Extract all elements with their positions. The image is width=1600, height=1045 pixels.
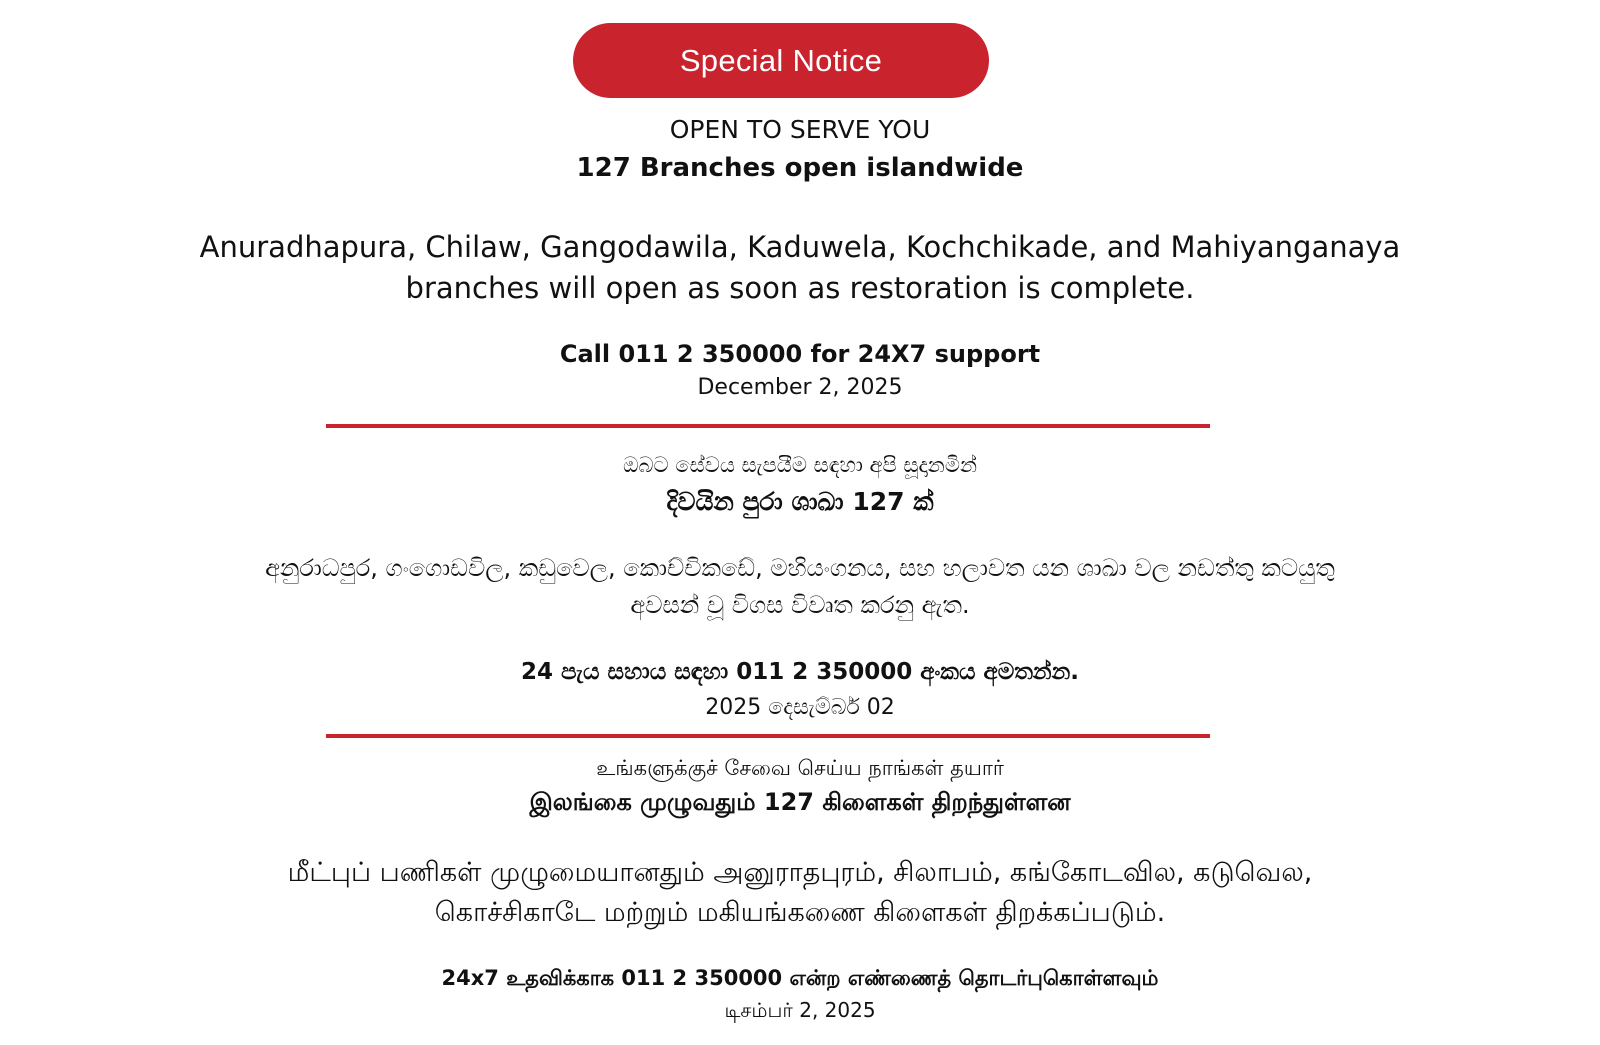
sinhala-support-phone: 24 පැය සහාය සඳහා 011 2 350000 අංකය අමතන්න. (521, 659, 1079, 685)
english-support-phone: Call 011 2 350000 for 24X7 support (559, 340, 1041, 368)
special-notice-badge: Special Notice (573, 23, 989, 98)
tamil-support-phone: 24x7 உதவிக்காக 011 2 350000 என்ற எண்ணைத் தொடர்புகொள்ளவும் (441, 966, 1159, 990)
english-body-line-1: Anuradhapura, Chilaw, Gangodawila, Kaduwela, Kochchikade, and Mahiyanganaya (199, 230, 1401, 264)
section-divider-2 (326, 734, 1210, 738)
english-date: December 2, 2025 (697, 375, 903, 400)
section-divider-1 (326, 424, 1210, 428)
tamil-headline: இலங்கை முழுவதும் 127 கிளைகள் திறந்துள்ளன (529, 788, 1071, 816)
sinhala-body-line-2: අවසන් වූ විගස විවෘත කරනු ඇත. (630, 591, 970, 619)
tamil-body-line-1: மீட்புப் பணிகள் முழுமையானதும் அனுராதபுரம், சிலாபம், கங்கோடவில, கடுவெல, (287, 857, 1313, 888)
tamil-kicker: உங்களுக்குச் சேவை செய்ய நாங்கள் தயார் (596, 756, 1004, 780)
sinhala-kicker: ඔබට සේවය සැපයීම සඳහා අපි සූදානමින් (622, 453, 978, 477)
english-headline: 127 Branches open islandwide (576, 153, 1024, 183)
tamil-body-line-2: கொச்சிகாடே மற்றும் மகியங்கணை கிளைகள் திறக்கப்படும். (434, 897, 1166, 928)
english-kicker: OPEN TO SERVE YOU (669, 115, 931, 144)
sinhala-headline: දිවයින පුරා ශාඛා 127 ක් (666, 487, 934, 516)
sinhala-body-line-1: අනුරාධපුර, ගංගොඩවිල, කඩුවෙල, කොච්චිකඩේ, මහියංගනය, සහ හලාවත යන ශාඛා වල නඩත්තු කටයුතු (265, 554, 1335, 582)
tamil-date: டிசம்பர் 2, 2025 (724, 998, 876, 1022)
sinhala-date: 2025 දෙසැම්බර් 02 (705, 695, 895, 720)
english-body-line-2: branches will open as soon as restoration is complete. (405, 271, 1195, 305)
